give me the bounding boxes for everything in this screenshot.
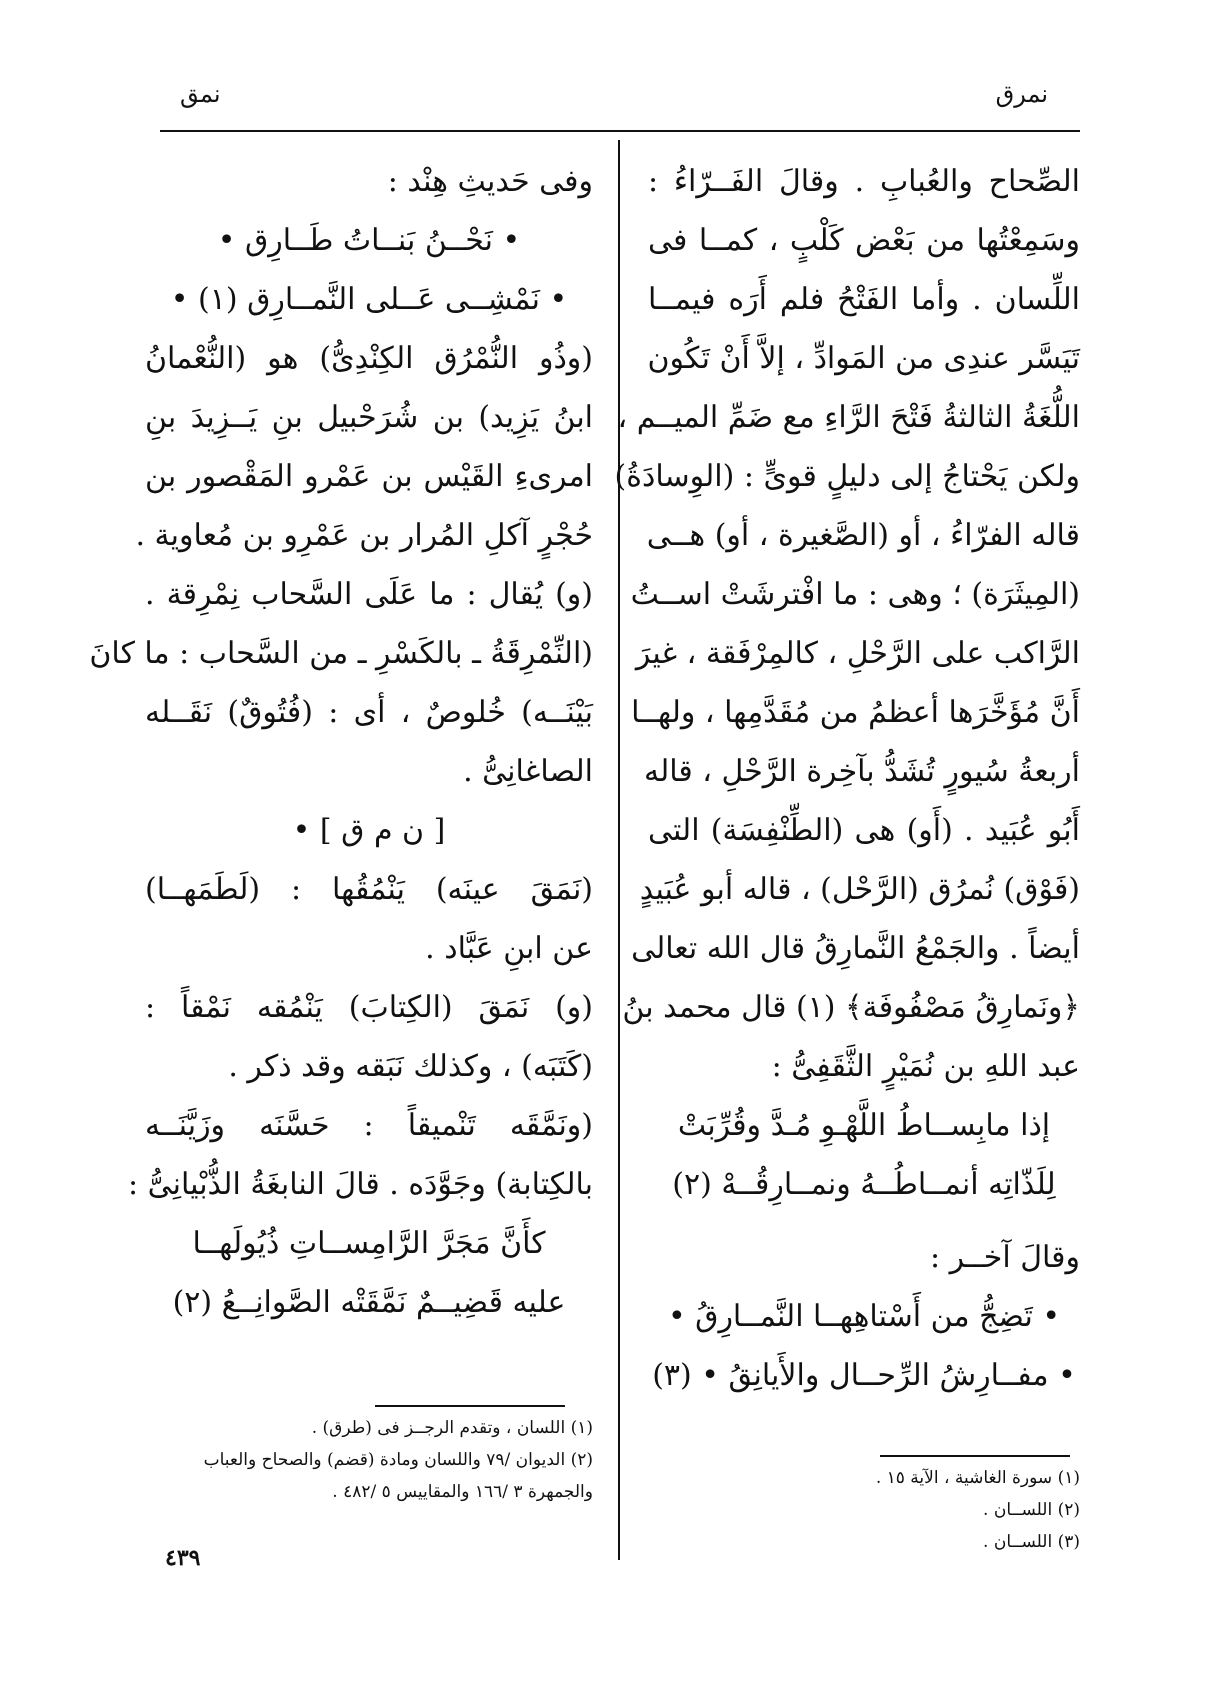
footnote: (٢) الديوان /٧٩ واللسان ومادة (قضم) والصحاح والعباب (203, 1450, 593, 1470)
text-line: ﴿ونَمارِقُ مَصْفُوفَة﴾ (١) قال محمد بنُ (622, 990, 1080, 1025)
text-line: (فَوْق) نُمرُق (الرَّحْل) ، قاله أبو عُبَيدٍ (639, 872, 1080, 907)
right-column (614, 152, 1080, 1405)
text-line: أَبُو عُبَيد . (أَو) هى (الطِّنْفِسَة) التى (648, 813, 1080, 848)
verse-line: لِلَذّاتِه أنمــاطُــهُ ونمــارِقُــهْ (٢) (672, 1167, 1056, 1202)
running-head-right: نمرق (995, 80, 1048, 108)
footnote-rule-left (375, 1405, 565, 1407)
footnote-rule-right (880, 1455, 1070, 1457)
verse-line: إذا مابِســاطُ اللَّهْـوِ مُـدَّ وقُرِّبَتْ (677, 1108, 1051, 1143)
verse-line: كأَنَّ مَجَرَّ الرَّامِســاتِ ذُيُولَهــا (192, 1226, 546, 1261)
text-line: (وذُو النُّمْرُق الكِنْدِىُّ) هو (النُّعْمانُ (145, 341, 593, 376)
verse-line: • مفــارِشُ الرِّحــال والأَيانِقُ • (٣) (652, 1358, 1076, 1393)
text-line: (المِيثَرَة) ؛ وهى : ما افْترشَتْ اســتُ (630, 577, 1080, 612)
verse-line: عليه قَضِيــمٌ نَمَّقَتْه الصَّوانِــعُ (٢) (172, 1285, 566, 1320)
text-line: (كَتَبَه) ، وكذلك نَبَقه وقد ذكر . (228, 1049, 593, 1084)
text-line: وفى حَديثِ هِنْد : (387, 164, 593, 199)
left-column (89, 152, 593, 1332)
text-line: (النِّمْرِقَةُ ـ بالكَسْرِ ـ من السَّحاب : ما كانَ (89, 636, 593, 671)
verse-line: • تَضِجُّ من أَسْتاهِهــا النَّمــارِقُ • (667, 1299, 1061, 1334)
text-line: (و) نَمَقَ (الكِتابَ) يَنْمُقه نَمْقاً : (145, 990, 593, 1025)
text-line: اللُّغَةُ الثالثةُ فَتْحَ الرَّاءِ مع ضَمِّ الميــم ، (617, 400, 1080, 435)
footnote: (٣) اللســان . (983, 1532, 1080, 1552)
text-line: الصاغانِىُّ . (463, 754, 593, 789)
footnotes-right (648, 1462, 1080, 1558)
text-line: (نَمَقَ عينَه) يَنْمُقُها : (لَطَمَهــا) (145, 872, 593, 907)
footnotes-left (145, 1412, 593, 1508)
text-line: ولكن يَحْتاجُ إلى دليلٍ قوىٍّ : (الوِسادَةُ) (614, 459, 1080, 494)
page-number: ٤٣٩ (165, 1545, 201, 1571)
verse-line: • نَحْــنُ بَنــاتُ طَــارِق • (217, 223, 521, 258)
text-line: (ونَمَّقَه تَنْميقاً : حَسَّنَه وزَيَّنَــه (145, 1108, 593, 1143)
text-line: الصِّحاح والعُبابِ . وقالَ الفَــرّاءُ : (648, 164, 1080, 199)
text-line: امرىءِ القَيْس بن عَمْرو المَقْصور بن (145, 459, 593, 494)
text-line: وسَمِعْتُها من بَعْض كَلْبٍ ، كمــا فى (648, 223, 1080, 258)
text-line: قاله الفرّاءُ ، أو (الصَّغيرة ، أو) هــى (646, 518, 1080, 553)
text-line: أيضاً . والجَمْعُ النَّمارِقُ قال الله تعالى (631, 931, 1080, 966)
text-line: عن ابنِ عَبَّاد . (425, 931, 593, 966)
text-line: حُجْرٍ آكلِ المُرار بن عَمْرِو بن مُعاوية . (135, 518, 593, 553)
text-line: وقالَ آخــر : (930, 1240, 1080, 1275)
footnote: (١) سورة الغاشية ، الآية ١٥ . (875, 1468, 1080, 1488)
text-line: بالكِتابة) وجَوَّدَه . قالَ النابغَةُ الذُّبْيانِىُّ : (128, 1167, 593, 1202)
text-line: تَيَسَّر عندِى من المَوادِّ ، إلاَّ أَنْ تَكُون (647, 341, 1080, 376)
running-head-left: نمق (180, 80, 221, 108)
text-line: اللِّسان . وأما الفَتْحُ فلم أَرَه فيمــا (648, 282, 1080, 317)
text-line: (و) يُقال : ما عَلَى السَّحاب نِمْرِقة . (145, 577, 593, 612)
footnote: (١) اللسان ، وتقدم الرجــز فى (طرق) . (311, 1418, 593, 1438)
column-divider (618, 140, 620, 1560)
entry-heading: [ ن م ق ] • (292, 813, 446, 848)
header-rule (160, 130, 1080, 132)
footnote: والجمهرة ٣ /١٦٦ والمقاييس ٥ /٤٨٢ . (332, 1482, 593, 1502)
text-line: أَنَّ مُؤَخَّرَها أعظمُ من مُقَدَّمِها ، ولهــا (631, 695, 1080, 730)
text-line: بَيْنَــه) خُلوصٌ ، أى : (فُتُوقٌ) نَقَــله (145, 695, 593, 730)
verse-line: • نَمْشِــى عَــلى النَّمــارِق (١) • (170, 282, 568, 317)
text-line: عبد اللهِ بن نُمَيْرٍ الثَّقَفِىُّ : (771, 1049, 1080, 1084)
text-line: ابنُ يَزِيد) بن شُرَحْبيل بنِ يَــزِيدَ بنِ (145, 400, 593, 435)
text-line: أربعةُ سُيورٍ تُشَدُّ بآخِرة الرَّحْلِ ، قاله (644, 754, 1080, 789)
text-line: الرَّاكب على الرَّحْلِ ، كالمِرْفَقة ، غيرَ (635, 636, 1080, 671)
footnote: (٢) اللســان . (983, 1500, 1080, 1520)
